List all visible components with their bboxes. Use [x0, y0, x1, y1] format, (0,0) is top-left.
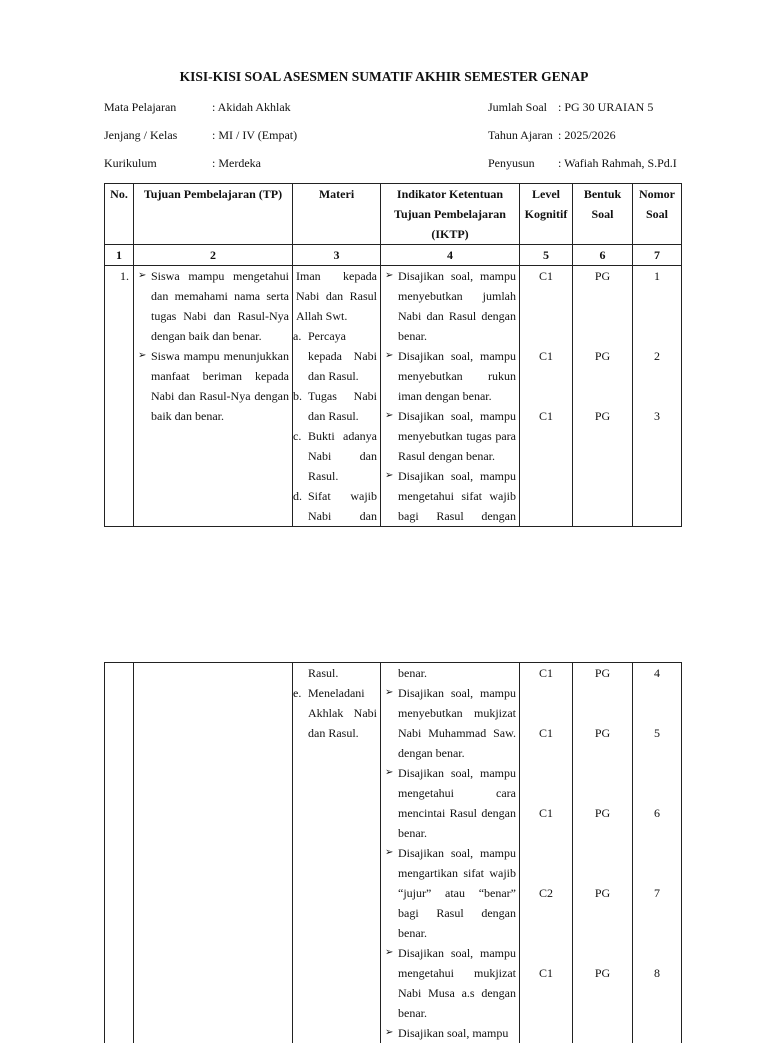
- colnum-2: 2: [134, 245, 293, 266]
- materi-cell: [293, 266, 381, 527]
- header-row: [105, 184, 682, 245]
- materi-item: [296, 386, 377, 426]
- header-tp: Tujuan Pembelajaran (TP): [134, 184, 293, 245]
- materi-item: [296, 426, 377, 486]
- iktp-item: ➢ Disajikan soal, mampu: [384, 1023, 516, 1043]
- level-value: C1: [523, 346, 569, 366]
- materi-letter: c.: [293, 426, 301, 446]
- header-bentuk: [573, 184, 633, 245]
- bentuk-value: PG: [576, 723, 629, 743]
- materi-item: [296, 326, 377, 386]
- header-iktp-line1: Indikator Ketentuan: [384, 184, 516, 204]
- header-iktp-line2: Tujuan Pembelajaran: [384, 204, 516, 224]
- header-nomor-line1: Nomor: [636, 184, 678, 204]
- table-row: [105, 663, 682, 1043]
- iktp-continued: benar.: [384, 663, 516, 683]
- tp-item: ➢ Siswa mampu mengetahui dan memahami nama serta tugas Nabi dan Rasul-Nya dengan baik dan benar.: [137, 266, 289, 346]
- iktp-item: ➢ Disajikan soal, mampu mengartikan sifat wajib “jujur” atau “benar” bagi Rasul dengan benar.: [384, 843, 516, 943]
- materi-letter: a.: [293, 326, 301, 346]
- nomor-cell: [633, 266, 682, 527]
- mapel-label: Mata Pelajaran: [104, 100, 176, 114]
- kurikulum-value: : Merdeka: [212, 156, 261, 170]
- bentuk-value: PG: [576, 803, 629, 823]
- materi-text: Meneladani Akhlak Nabi dan Rasul.: [308, 686, 377, 740]
- level-value: C1: [523, 803, 569, 823]
- row-number: 1.: [105, 266, 134, 527]
- page-title: KISI-KISI SOAL ASESMEN SUMATIF AKHIR SEMESTER GENAP: [0, 69, 768, 85]
- jenjang-label: Jenjang / Kelas: [104, 128, 177, 142]
- materi-letter: d.: [293, 486, 302, 506]
- header-iktp-line3: (IKTP): [384, 224, 516, 244]
- bentuk-value: PG: [576, 883, 629, 903]
- nomor-value: 1: [636, 266, 678, 286]
- materi-item: [296, 486, 377, 526]
- materi-text: Bukti adanya Nabi dan Rasul.: [308, 429, 377, 483]
- header-level-line1: Level: [523, 184, 569, 204]
- bentuk-value: PG: [576, 663, 629, 683]
- kisi-table-part2: [104, 662, 682, 1043]
- header-bentuk-line1: Bentuk: [576, 184, 629, 204]
- colnum-5: 5: [520, 245, 573, 266]
- materi-continued: [296, 663, 377, 683]
- level-value: C1: [523, 266, 569, 286]
- column-number-row: [105, 245, 682, 266]
- materi-item: [296, 683, 377, 743]
- header-level-line2: Kognitif: [523, 204, 569, 224]
- nomor-cell: [633, 663, 682, 1043]
- iktp-item: ➢ Disajikan soal, mampu menyebutkan mukjizat Nabi Muhammad Saw. dengan benar.: [384, 683, 516, 763]
- tahun-ajaran-label: Tahun Ajaran: [488, 128, 553, 142]
- colnum-3: 3: [293, 245, 381, 266]
- level-value: C1: [523, 663, 569, 683]
- header-iktp: [381, 184, 520, 245]
- iktp-cell: [381, 663, 520, 1043]
- kurikulum-label: Kurikulum: [104, 156, 157, 170]
- header-nomor-line2: Soal: [636, 204, 678, 224]
- level-cell: [520, 663, 573, 1043]
- tp-cell: [134, 266, 293, 527]
- nomor-value: 7: [636, 883, 678, 903]
- materi-text: Rasul.: [308, 666, 338, 680]
- iktp-cell: [381, 266, 520, 527]
- colnum-4: 4: [381, 245, 520, 266]
- penyusun-label: Penyusun: [488, 156, 535, 170]
- level-value: C1: [523, 406, 569, 426]
- header-nomor: [633, 184, 682, 245]
- materi-text: Sifat wajib Nabi dan: [308, 489, 377, 523]
- bentuk-cell: [573, 266, 633, 527]
- iktp-item: ➢ Disajikan soal, mampu mengetahui cara mencintai Rasul dengan benar.: [384, 763, 516, 843]
- materi-cell: [293, 663, 381, 1043]
- colnum-1: 1: [105, 245, 134, 266]
- tp-cell-empty: [134, 663, 293, 1043]
- bentuk-value: PG: [576, 963, 629, 983]
- colnum-6: 6: [573, 245, 633, 266]
- header-level: [520, 184, 573, 245]
- level-value: C2: [523, 883, 569, 903]
- level-cell: [520, 266, 573, 527]
- nomor-value: 3: [636, 406, 678, 426]
- header-bentuk-line2: Soal: [576, 204, 629, 224]
- row-number-empty: [105, 663, 134, 1043]
- jumlah-soal-value: : PG 30 URAIAN 5: [558, 100, 653, 114]
- materi-letter: b.: [293, 386, 302, 406]
- nomor-value: 6: [636, 803, 678, 823]
- iktp-item: ➢ Disajikan soal, mampu menyebutkan jumlah Nabi dan Rasul dengan benar.: [384, 266, 516, 346]
- tahun-ajaran-value: : 2025/2026: [558, 128, 616, 142]
- nomor-value: 4: [636, 663, 678, 683]
- bentuk-value: PG: [576, 266, 629, 286]
- iktp-item: ➢ Disajikan soal, mampu menyebutkan tugas para Rasul dengan benar.: [384, 406, 516, 466]
- table-row: [105, 266, 682, 527]
- header-materi: Materi: [293, 184, 381, 245]
- iktp-item: ➢ Disajikan soal, mampu menyebutkan rukun iman dengan benar.: [384, 346, 516, 406]
- jumlah-soal-label: Jumlah Soal: [488, 100, 547, 114]
- bentuk-cell: [573, 663, 633, 1043]
- iktp-item: ➢ Disajikan soal, mampu mengetahui mukjizat Nabi Musa a.s dengan benar.: [384, 943, 516, 1023]
- bentuk-value: PG: [576, 346, 629, 366]
- level-value: C1: [523, 723, 569, 743]
- nomor-value: 8: [636, 963, 678, 983]
- bentuk-value: PG: [576, 406, 629, 426]
- penyusun-value: : Wafiah Rahmah, S.Pd.I: [558, 156, 677, 170]
- nomor-value: 2: [636, 346, 678, 366]
- materi-text: Tugas Nabi dan Rasul.: [308, 389, 377, 423]
- colnum-7: 7: [633, 245, 682, 266]
- nomor-value: 5: [636, 723, 678, 743]
- materi-text: Percaya kepada Nabi dan Rasul.: [308, 329, 377, 383]
- tp-item: ➢ Siswa mampu menunjukkan manfaat beriman kepada Nabi dan Rasul-Nya dengan baik dan benar.: [137, 346, 289, 426]
- mapel-value: : Akidah Akhlak: [212, 100, 291, 114]
- kisi-table-part1: [104, 183, 682, 527]
- jenjang-value: : MI / IV (Empat): [212, 128, 297, 142]
- header-no: No.: [105, 184, 134, 245]
- materi-intro: Iman kepada Nabi dan Rasul Allah Swt.: [296, 266, 377, 326]
- level-value: C1: [523, 963, 569, 983]
- materi-letter: e.: [293, 683, 301, 703]
- iktp-item: ➢ Disajikan soal, mampu mengetahui sifat wajib bagi Rasul dengan: [384, 466, 516, 526]
